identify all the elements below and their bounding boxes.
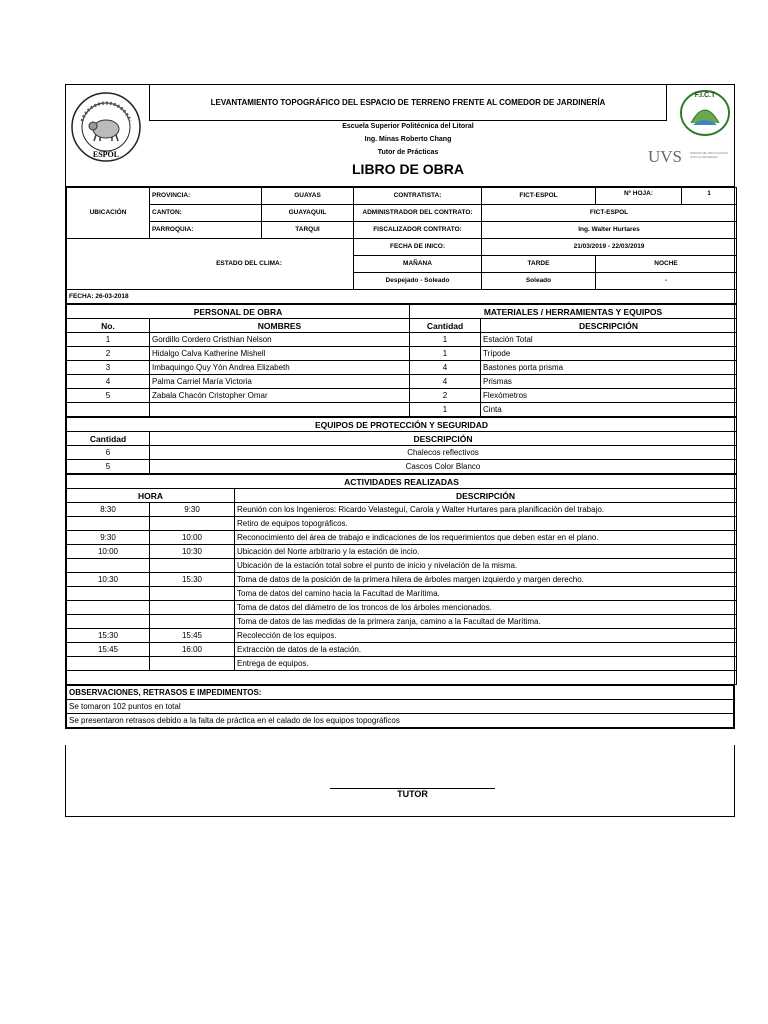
hora-fin [150, 657, 235, 671]
fecha-inicio-label: FECHA DE INICO: [354, 239, 482, 256]
contratista-label: CONTRATISTA: [354, 188, 482, 205]
epp-desc: Chalecos reflectivos [150, 446, 737, 460]
hora-fin [150, 517, 235, 531]
table-row [67, 545, 737, 559]
epp-cant: 5 [67, 460, 150, 474]
names-header: NOMBRES [150, 319, 410, 333]
hora-inicio: 8:30 [67, 503, 150, 517]
hora-fin: 10:00 [150, 531, 235, 545]
material-cant: 4 [410, 375, 481, 389]
observaciones-title: OBSERVACIONES, RETRASOS E IMPEDIMENTOS: [67, 686, 734, 700]
actividad-desc: Extracción de datos de la estación. [235, 643, 737, 657]
role: Tutor de Prácticas [377, 149, 439, 156]
tarde-value: Soleado [482, 273, 596, 290]
admin-label: ADMINISTRADOR DEL CONTRATO: [354, 205, 482, 222]
material-desc: Cinta [481, 403, 737, 417]
fiscal-label: FISCALIZADOR CONTRATO: [354, 222, 482, 239]
header [66, 85, 734, 187]
material-desc: Estación Total [481, 333, 737, 347]
clima-label: ESTADO DEL CLIMA: [67, 239, 354, 290]
actividades-title: ACTIVIDADES REALIZADAS [67, 475, 737, 489]
book-title: LIBRO DE OBRA [352, 161, 464, 177]
hora-inicio [67, 587, 150, 601]
actividad-desc: Toma de datos de la posición de la primera hilera de árboles margen izquierdo y margen derecho. [235, 573, 737, 587]
no-header: No. [67, 319, 150, 333]
hora-inicio: 9:30 [67, 531, 150, 545]
actividad-desc: Reconocimiento del área de trabajo e indicaciones de los requerimientos que deben estar en el plano. [235, 531, 737, 545]
table-row [67, 587, 737, 601]
epp-cant: 6 [67, 446, 150, 460]
hora-fin: 10:30 [150, 545, 235, 559]
personal-name: Zabala Chacón Cristopher Omar [150, 389, 410, 403]
epp-desc: Cascos Color Blanco [150, 460, 737, 474]
actividad-desc: Retiro de equipos topográficos. [235, 517, 737, 531]
hoja-value: 1 [682, 188, 737, 205]
table-row [67, 333, 737, 347]
table-row [67, 375, 737, 389]
epp-table [66, 417, 737, 474]
institution: Escuela Superior Politécnica del Litoral [342, 123, 474, 130]
hora-fin [150, 601, 235, 615]
table-row [67, 446, 737, 460]
hora-fin [150, 587, 235, 601]
signature-label: TUTOR [397, 789, 428, 799]
observacion-line: Se presentaron retrasos debido a la falta de práctica en el calado de los equipos topográficos [67, 714, 734, 728]
table-row [67, 643, 737, 657]
personal-materiales-table [66, 304, 737, 417]
hora-inicio: 10:30 [67, 573, 150, 587]
actividad-desc: Ubicación del Norte arbitrario y la estación de incio. [235, 545, 737, 559]
table-row [67, 615, 737, 629]
personal-no: 1 [67, 333, 150, 347]
hora-fin [150, 615, 235, 629]
espol-seal-text: ESPOL [92, 150, 120, 159]
personal-no: 4 [67, 375, 150, 389]
manana-value: Despejado - Soleado [354, 273, 482, 290]
uvs-logo [648, 147, 734, 169]
info-table [66, 187, 737, 304]
table-row [67, 573, 737, 587]
hora-fin: 15:30 [150, 573, 235, 587]
table-row [67, 389, 737, 403]
personal-no: 3 [67, 361, 150, 375]
material-cant: 4 [410, 361, 481, 375]
table-row [67, 460, 737, 474]
hoja-label: Nº HOJA: [596, 188, 682, 205]
contratista-value: FICT-ESPOL [482, 188, 596, 205]
hora-inicio [67, 601, 150, 615]
actividad-desc: Entrega de equipos. [235, 657, 737, 671]
table-row [67, 531, 737, 545]
hora-fin: 16:00 [150, 643, 235, 657]
report-title: LEVANTAMIENTO TOPOGRÁFICO DEL ESPACIO DE TERRENO FRENTE AL COMEDOR DE JARDINERÍA [149, 85, 667, 121]
manana-label: MAÑANA [354, 256, 482, 273]
table-row [67, 347, 737, 361]
personal-name: Gordillo Cordero Cristhian Nelson [150, 333, 410, 347]
personal-no: 5 [67, 389, 150, 403]
actividades-table [66, 474, 737, 685]
uvs-logo-text: UVS [648, 147, 683, 166]
actividad-desc: Reunión con los Ingenieros: Ricardo Velasteguí, Carola y Walter Hurtares para planificación del trabajo. [235, 503, 737, 517]
hora-inicio: 10:00 [67, 545, 150, 559]
parroquia-label: PARROQUIA: [150, 222, 262, 239]
cantidad-header: Cantidad [410, 319, 481, 333]
observaciones-table [66, 685, 734, 728]
fict-logo-icon [673, 85, 737, 137]
hora-header: HORA [67, 489, 235, 503]
fict-logo-text: F.I.C.T [694, 92, 716, 99]
actividad-desc: Toma de datos del diámetro de los troncos de los árboles mencionados. [235, 601, 737, 615]
descripcion-header: DESCRIPCIÓN [481, 319, 737, 333]
admin-value: FICT-ESPOL [482, 205, 737, 222]
fecha: FECHA: 26-03-2018 [67, 290, 737, 304]
fiscal-value: Ing. Walter Hurtares [482, 222, 737, 239]
noche-value: - [596, 273, 737, 290]
parroquia-value: TARQUI [262, 222, 354, 239]
libro-de-obra-sheet [65, 84, 735, 729]
hora-inicio [67, 615, 150, 629]
provincia-value: GUAYAS [262, 188, 354, 205]
personal-no [67, 403, 150, 417]
table-row [67, 657, 737, 671]
material-desc: Flexómetros [481, 389, 737, 403]
personal-no: 2 [67, 347, 150, 361]
ubicacion-label: UBICACIÓN [67, 188, 150, 239]
table-row [67, 517, 737, 531]
actividad-desc: Toma de datos del camino hacia la Facultad de Marítima. [235, 587, 737, 601]
epp-title: EQUIPOS DE PROTECCIÓN Y SEGURIDAD [67, 418, 737, 432]
engineer: Ing. Minas Roberto Chang [364, 136, 452, 143]
material-cant: 1 [410, 333, 481, 347]
material-cant: 1 [410, 403, 481, 417]
material-desc: Bastones porta prisma [481, 361, 737, 375]
uvs-logo-subtitle: UNIDAD DE VINCULACIÓN CON LA SOCIEDAD [690, 151, 728, 159]
personal-name: Hidalgo Calva Katherine Mishell [150, 347, 410, 361]
hora-inicio [67, 517, 150, 531]
espol-seal-icon [70, 91, 142, 163]
personal-name: Palma Carriel María Victoria [150, 375, 410, 389]
personal-name: Imbaquingo Quy Yón Andrea Elizabeth [150, 361, 410, 375]
hora-inicio: 15:30 [67, 629, 150, 643]
actividad-desc: Recolección de los equipos. [235, 629, 737, 643]
hora-fin: 15:45 [150, 629, 235, 643]
fecha-inicio-value: 21/03/2019 - 22/03/2019 [482, 239, 737, 256]
epp-desc-header: DESCRIPCIÓN [150, 432, 737, 446]
hora-inicio: 15:45 [67, 643, 150, 657]
hora-fin [150, 559, 235, 573]
observacion-line: Se tomaron 102 puntos en total [67, 700, 734, 714]
canton-label: CANTON: [150, 205, 262, 222]
table-row [67, 361, 737, 375]
materiales-title: MATERIALES / HERRAMIENTAS Y EQUIPOS [410, 305, 737, 319]
table-row [67, 629, 737, 643]
hora-fin: 9:30 [150, 503, 235, 517]
personal-title: PERSONAL DE OBRA [67, 305, 410, 319]
material-cant: 1 [410, 347, 481, 361]
table-row [67, 559, 737, 573]
canton-value: GUAYAQUIL [262, 205, 354, 222]
personal-name [150, 403, 410, 417]
provincia-label: PROVINCIA: [150, 188, 262, 205]
hora-inicio [67, 657, 150, 671]
hora-inicio [67, 559, 150, 573]
material-desc: Prismas [481, 375, 737, 389]
material-desc: Trípode [481, 347, 737, 361]
table-row [67, 403, 737, 417]
noche-label: NOCHE [596, 256, 737, 273]
signature-box [65, 745, 735, 817]
epp-cant-header: Cantidad [67, 432, 150, 446]
material-cant: 2 [410, 389, 481, 403]
tarde-label: TARDE [482, 256, 596, 273]
act-desc-header: DESCRIPCIÓN [235, 489, 737, 503]
blank-row [67, 671, 737, 685]
table-row [67, 503, 737, 517]
actividad-desc: Ubicación de la estación total sobre el punto de inicio y nivelación de la misma. [235, 559, 737, 573]
table-row [67, 601, 737, 615]
actividad-desc: Toma de datos de las medidas de la primera zanja, camino a la Facultad de Marítima. [235, 615, 737, 629]
